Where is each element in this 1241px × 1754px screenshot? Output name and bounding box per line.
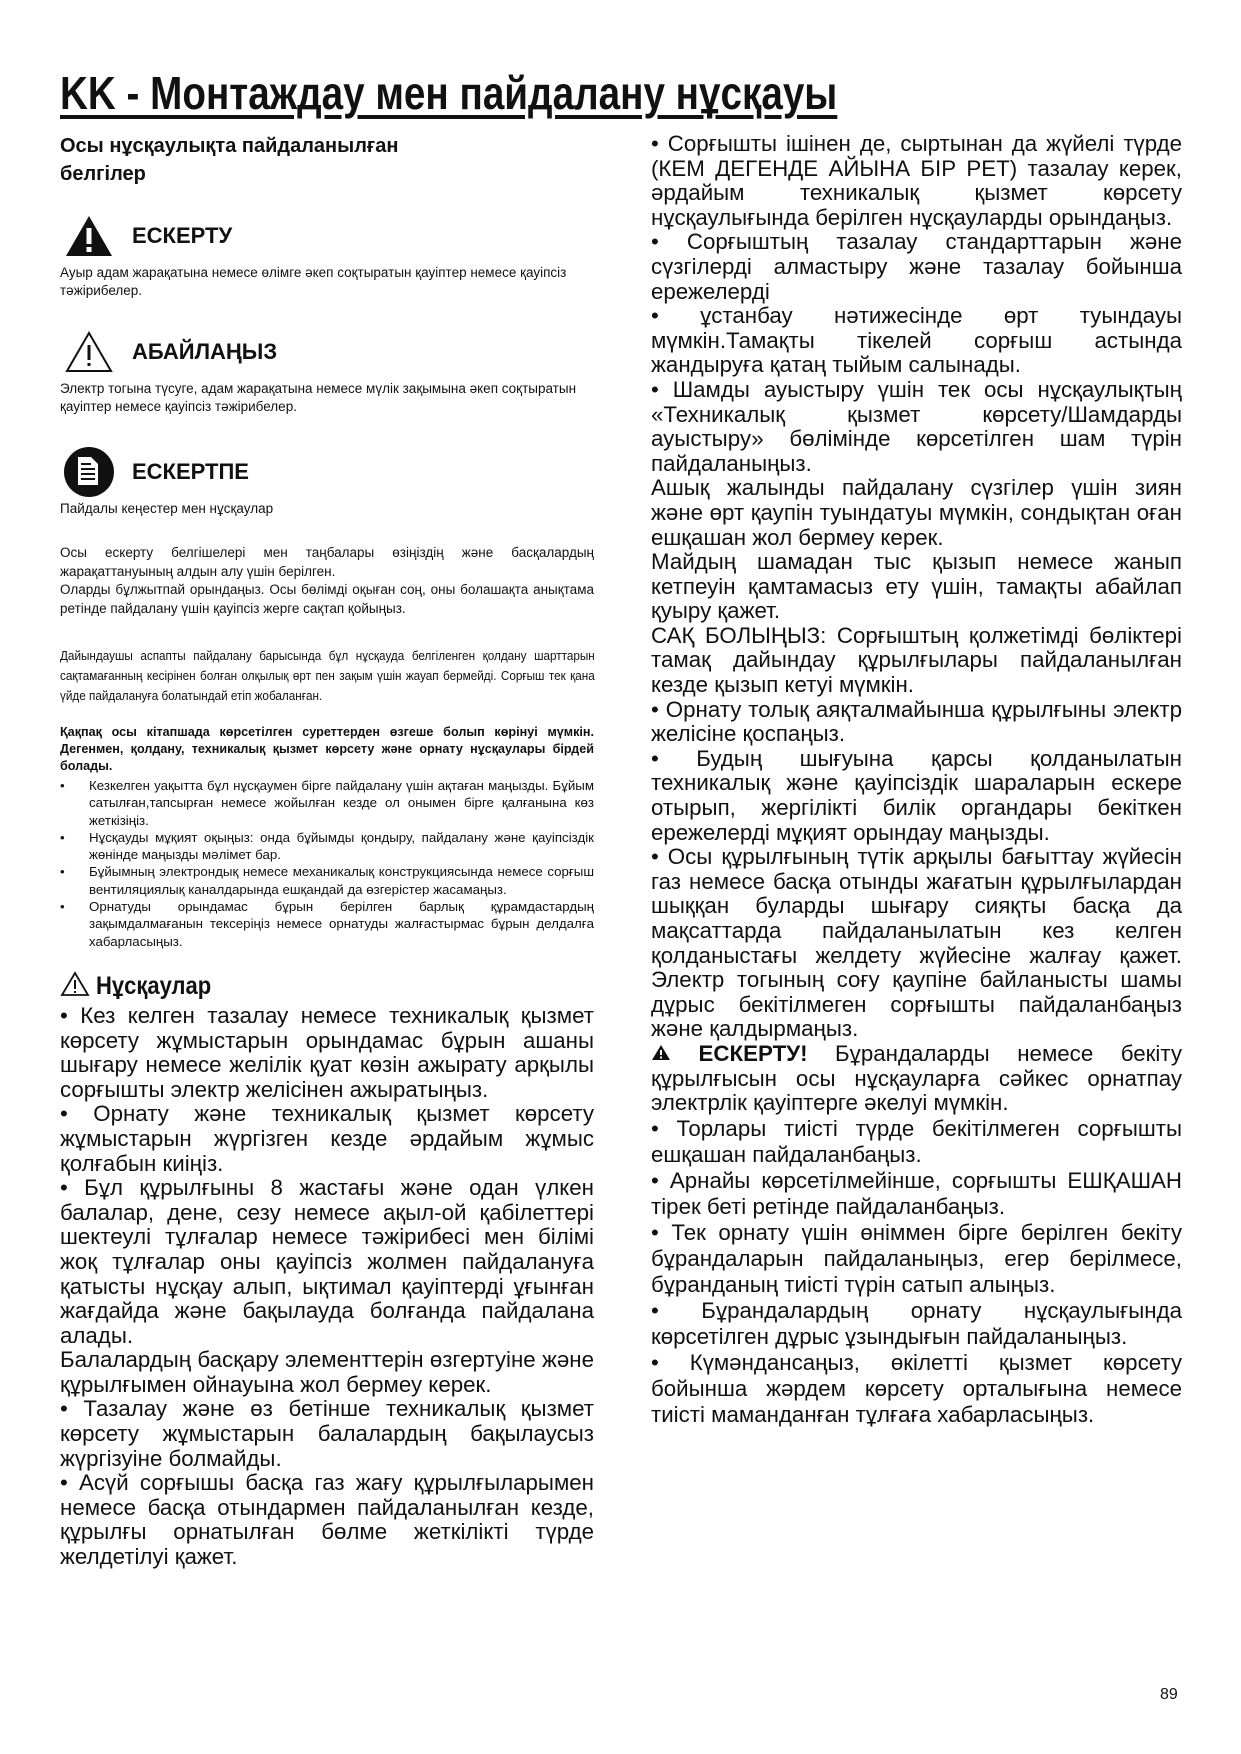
symbols-heading [60, 132, 594, 188]
intro-bullet-list [60, 777, 594, 950]
instructions-right-paragraph: • Күмәндансаңыз, өкілетті қызмет көрсету бойынша жәрдем көрсету орталығына немесе тиісті маманданған тұлғаға хабарласыңыз. [651, 1349, 1182, 1427]
list-item: • Кезкелген уақытта бұл нұсқаумен бірге пайдалану үшін ақтаған маңызды. Бұйым сатылған,тапсырған немесе жойылған кезде ол онымен бірге қалғанына көз жеткізіңіз. [60, 777, 594, 829]
warning-triangle-filled-icon [60, 210, 118, 262]
instructions-left-paragraph: • Бұл құрылғыны 8 жастағы және одан үлкен балалар, дене, сезу немесе ақыл-ой қабілеттері шектеулі тұлғалар немесе тәжірибесі мен білімі жоқ тұлғалар оны қауіпсіз жолмен пайдалануға қатысты нұсқау алып, ықтимал қауіптерді ұғынған жағдайда және бақылауда болғанда пайдалана алады. [60, 1175, 594, 1348]
instructions-right-paragraph: • Бұрандалардың орнату нұсқаулығында көрсетілген дұрыс ұзындығын пайдаланыңыз. [651, 1297, 1182, 1349]
instructions-left-paragraph: • Орнату және техникалық қызмет көрсету жұмыстарын жүргізген кезде әрдайым жұмыс қолғабын киіңіз. [60, 1101, 594, 1176]
symbols-heading-line2: белгілер [60, 163, 146, 185]
list-item: • Орнатуды орындамас бұрын берілген барлық құрамдастардың зақымдалмағанын тексеріңіз немесе орнатуды жалғастырмас бұрын делдалға хабарласыңыз. [60, 898, 594, 950]
warning-inline-paragraph [651, 1042, 1182, 1116]
intro-paragraph-3: Дайындаушы аспапты пайдалану барысында бұл нұсқауда белгіленген қолдану шарттарын сақтамағанның кесірінен болған олқылық өрт пен зақым үшін жауап бермейді. Сорғыш тек қана үйде пайдалануға болатындай етіп жобаланған. [60, 649, 595, 703]
instructions-right-paragraph: • Орнату толық аяқталмайынша құрылғыны электр желісіне қоспаңыз. [651, 696, 1182, 747]
instructions-right-paragraph: • Тек орнату үшін өніммен бірге берілген бекіту бұрандаларын пайдаланыңыз, егер берілмесе, бұранданың тиісті түрін сатып алыңыз. [651, 1219, 1182, 1297]
instructions-right-paragraph: Майдың шамадан тыс қызып немесе жанып кетпеуін қамтамасыз ету үшін, тамақты абайлап қуыру қажет. [651, 549, 1182, 624]
instructions-left-paragraph: • Кез келген тазалау немесе техникалық қызмет көрсету жұмыстарын орындамас бұрын ашаны шығару немесе желілік қуат көзін ажырату арқылы сорғышты электр желісінен ажыратыңыз. [60, 1002, 594, 1102]
warning-symbol-block [60, 210, 594, 300]
list-item: • Нұсқауды мұқият оқыңыз: онда бұйымды қондыру, пайдалану және қауіпсіздік жөнінде маңызды мәлімет бар. [60, 829, 594, 864]
warning-triangle-outline-icon [60, 326, 118, 378]
page-number: 89 [1160, 1686, 1178, 1703]
instructions-right-paragraph: • Сорғыштың тазалау стандарттарын және сүзгілерді алмастыру және тазалау бойынша ережелерді [651, 229, 1182, 304]
note-title: ЕСКЕРТПЕ [132, 459, 249, 484]
warning-description: Ауыр адам жарақатына немесе өлімге әкеп соқтыратын қауіптер немесе қауіпсіз тәжірибелер. [60, 265, 567, 298]
instructions-heading-row [60, 972, 594, 1002]
left-column [60, 132, 594, 1570]
warning-inline-text: Бұрандаларды немесе бекіту құрылғысын осы нұсқауларға сәйкес орнатпау электрлік қауіптерге әкелуі мүмкін. [651, 1040, 1182, 1116]
instructions-left-paragraph: • Тазалау және өз бетінше техникалық қызмет көрсету жұмыстарын балалардың бақылаусыз жүргізуіне болмайды. [60, 1396, 594, 1471]
instructions-right-paragraph: • Сорғышты ішінен де, сыртынан да жүйелі түрде (КЕМ ДЕГЕНДЕ АЙЫНА БІР РЕТ) тазалау керек, әрдайым техникалық қызмет көрсету нұсқаулығында берілген нұсқауларды орындаңыз. [651, 131, 1182, 230]
caution-title: АБАЙЛАҢЫЗ [132, 339, 278, 364]
instructions-left-paragraph: Балалардың басқару элементтерін өзгертуіне және құрылғымен ойнауына жол бермеу керек. [60, 1347, 594, 1397]
note-description: Пайдалы кеңестер мен нұсқаулар [60, 501, 274, 516]
caution-description: Электр тогына түсуге, адам жарақатына немесе мүлік зақымына әкеп соқтыратын қауіптер немесе қауіпсіз тәжірибелер. [60, 381, 577, 414]
caution-symbol-block [60, 326, 594, 416]
list-item: • Бұйымның электрондық немесе механикалық конструкциясында немесе сорғыш вентиляциялық каналдарында ешқандай да өзгерістер жасамаңыз. [60, 863, 594, 898]
note-document-icon [60, 446, 118, 498]
instructions-left-paragraph: • Асүй сорғышы басқа газ жағу құрылғыларымен немесе басқа отындармен пайдаланылған кезде, құрылғы орнатылған бөлме жеткілікті түрде желдетілуі қажет. [60, 1470, 594, 1570]
intro-paragraph-4: Қақпақ осы кітапшада көрсетілген суреттерден өзгеше болып көрінуі мүмкін. Дегенмен, қолдану, техникалық қызмет көрсету және орнату нұсқаулары бірдей болады. [60, 725, 594, 773]
intro-paragraph-1: Осы ескерту белгішелері мен таңбалары өзіңіздің және басқалардың жарақаттануының алдын алу үшін берілген. [60, 545, 594, 579]
instructions-right-paragraph: Ашық жалынды пайдалану сүзгілер үшін зиян және өрт қаупін туындатуы мүмкін, сондықтан оған ешқашан жол бермеу керек. [651, 475, 1182, 550]
warning-triangle-outline-icon [60, 971, 90, 1002]
instructions-heading: Нұсқаулар [96, 972, 212, 1001]
instructions-right-paragraph: САҚ БОЛЫҢЫЗ: Сорғыштың қолжетімді бөліктері тамақ дайындау құрылғылары пайдаланылған кезде қызып кетуі мүмкін. [651, 622, 1182, 698]
instructions-right-paragraph: • Осы құрылғының түтік арқылы бағыттау жүйесін газ немесе басқа отынды жағатын құрылғылардан шыққан буларды шығару сияқты басқа да мақсаттарда пайдаланылатын кез келген қолданыстағы желдету жүйесіне жалғау қажет. Электр тогының соғу қаупіне байланысты шамы дұрыс бекітілмеген сорғышты пайдаланбаңыз және қалдырмаңыз. [651, 844, 1182, 1042]
instructions-right-paragraph: • Будың шығуына қарсы қолданылатын техникалық және қауіпсіздік шараларын ескере отырып, жергілікті билік органдары бекіткен ережелерді мұқият орындау маңызды. [651, 745, 1182, 845]
instructions-right-paragraph: • ұстанбау нәтижесінде өрт туындауы мүмкін.Тамақты тікелей сорғыш астында жандыруға қатаң тыйым салынады. [651, 303, 1182, 378]
symbols-heading-line1: Осы нұсқаулықта пайдаланылған [60, 135, 399, 157]
page-title: KK - Монтаждау мен пайдалану нұсқауы [60, 67, 838, 119]
right-column [651, 132, 1182, 1428]
instructions-right-paragraph: • Шамды ауыстыру үшін тек осы нұсқаулықтың «Техникалық қызмет көрсету/Шамдарды ауыстыру» бөлімінде көрсетілген шам түрін пайдаланыңыз. [651, 376, 1182, 476]
instructions-right-paragraph: • Торлары тиісті түрде бекітілмеген сорғышты ешқашан пайдаланбаңыз. [651, 1115, 1182, 1167]
warning-title: ЕСКЕРТУ [132, 223, 233, 248]
note-symbol-block [60, 446, 594, 518]
instructions-right-paragraph: • Арнайы көрсетілмейінше, сорғышты ЕШҚАШАН тірек беті ретінде пайдаланбаңыз. [651, 1167, 1182, 1219]
warning-inline-label: ЕСКЕРТУ! [698, 1040, 808, 1066]
intro-paragraph-2: Оларды бұлжытпай орындаңыз. Осы бөлімді оқыған соң, оны болашақта анықтама ретінде пайдалану үшін қауіпсіз жерге сақтап қойыңыз. [60, 582, 594, 616]
warning-triangle-filled-icon [651, 1041, 671, 1066]
